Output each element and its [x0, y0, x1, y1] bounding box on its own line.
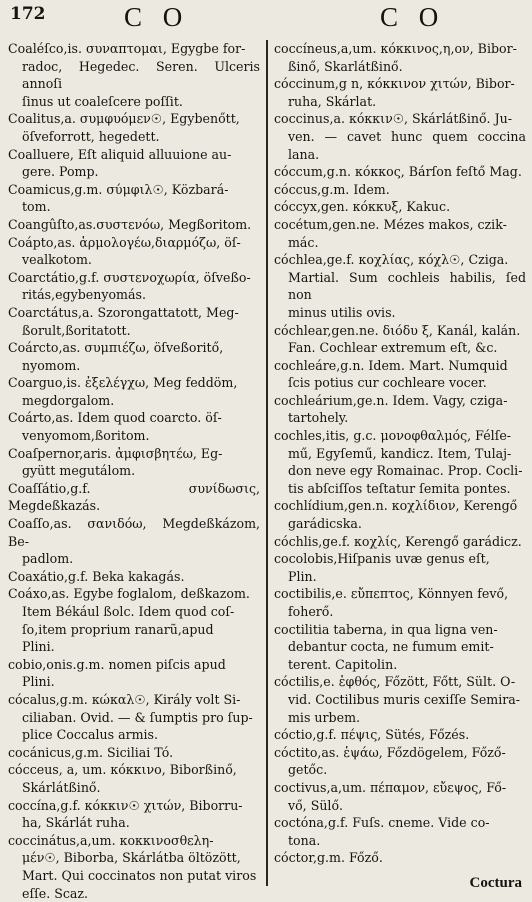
entry-continuation: Skárlátßinő. [8, 779, 260, 797]
entry-continuation: getőc. [274, 761, 526, 779]
dictionary-entry [274, 427, 526, 497]
dictionary-entry [8, 339, 260, 374]
entry-headline: Coaſſátio,g.f. συνίδωσις, Megdeßkazás. [8, 480, 260, 515]
dictionary-entry [274, 585, 526, 620]
entry-headline: cóctito,as. ἑψάω, Főzdögelem, Főző- [274, 744, 526, 762]
dictionary-entry [274, 533, 526, 551]
entry-headline: cóchlear,gen.ne. διόδυ ξ, Kanál, kalán. [274, 322, 526, 340]
entry-continuation: Plin. [274, 568, 526, 586]
entry-continuation: Plini. [8, 673, 260, 691]
entry-headline: cócceus, a, um. κόκκινο, Biborßinő, [8, 761, 260, 779]
dictionary-entry [8, 304, 260, 339]
entry-continuation: öſveforrott, hegedett. [8, 128, 260, 146]
entry-headline: coccína,g.f. κόκκιν☉ χιτών, Biborru- [8, 797, 260, 815]
entry-continuation: ruha, Skárlat. [274, 93, 526, 111]
dictionary-entry [8, 445, 260, 480]
entry-headline: Coárcto,as. συμπιέζω, öſveßoritő, [8, 339, 260, 357]
entry-headline: cóctilis,e. ἑφθός, Főzött, Főtt, Sült. O- [274, 673, 526, 691]
entry-headline: cóchlea,ge.f. κοχλίας, κόχλ☉, Cziga. [274, 251, 526, 269]
entry-continuation: Martial. Sum cochleis habilis, ſed non [274, 269, 526, 304]
page-header [8, 0, 526, 36]
entry-continuation: ßinő, Skarlátßinő. [274, 58, 526, 76]
dictionary-entry [8, 568, 260, 586]
entry-continuation: ſinus ut coaleſcere poſſit. [8, 93, 260, 111]
entry-continuation: eſſe. Scaz. [8, 885, 260, 902]
dictionary-entry [274, 744, 526, 779]
dictionary-entry [274, 75, 526, 110]
dictionary-entry [274, 110, 526, 163]
entry-headline: coctóna,g.f. Fuſs. cneme. Vide co- [274, 814, 526, 832]
entry-continuation: nyomom. [8, 357, 260, 375]
entry-continuation: plice Coccalus armis. [8, 726, 260, 744]
dictionary-entry [274, 322, 526, 357]
entry-headline: cochles,itis, g.c. μονοφθαλμός, Félſe- [274, 427, 526, 445]
entry-headline: cócalus,g.m. κώκαλ☉, Király volt Si- [8, 691, 260, 709]
entry-continuation: megdorgalom. [8, 392, 260, 410]
dictionary-entry [274, 198, 526, 216]
entry-headline: cóccus,g.m. Idem. [274, 181, 526, 199]
column-divider [266, 40, 268, 886]
entry-continuation: gere. Pomp. [8, 163, 260, 181]
entry-continuation: mű, Egyſemű, kandicz. Item, Tulaj- [274, 445, 526, 463]
entry-headline: cocolobis,Hiſpanis uvæ genus eſt, [274, 550, 526, 568]
dictionary-entry [8, 691, 260, 744]
dictionary-entry [8, 409, 260, 444]
entry-continuation: ßorult,ßoritatott. [8, 322, 260, 340]
dictionary-entry [274, 216, 526, 251]
entry-continuation: garádicska. [274, 515, 526, 533]
entry-headline: Coarctátus,a. Szorongattatott, Meg- [8, 304, 260, 322]
entry-continuation: ven. — cavet hunc quem coccina lana. [274, 128, 526, 163]
entry-continuation: tom. [8, 198, 260, 216]
entry-headline: Coárto,as. Idem quod coarcto. öſ- [8, 409, 260, 427]
entry-headline: coccíneus,a,um. κόκκινος,η,ον, Bibor- [274, 40, 526, 58]
dictionary-entry [274, 814, 526, 849]
dictionary-entry [8, 40, 260, 110]
entry-continuation: μέν☉, Biborba, Skárlátba öltözött, [8, 849, 260, 867]
entry-continuation: venyomom,ßoritom. [8, 427, 260, 445]
entry-continuation: gyütt megutálom. [8, 462, 260, 480]
entry-continuation: vealkotom. [8, 251, 260, 269]
entry-continuation: vid. Coctilibus muris cexiſſe Semira- [274, 691, 526, 709]
entry-headline: cóctor,g.m. Főző. [274, 849, 526, 867]
dictionary-entry [274, 779, 526, 814]
dictionary-entry [274, 621, 526, 674]
entry-continuation: tartohely. [274, 409, 526, 427]
entry-continuation: radoc, Hegedec. Seren. Ulceris annoſi [8, 58, 260, 93]
dictionary-entry [274, 357, 526, 392]
entry-headline: cóccum,g.n. κόκκος, Bárſon feſtő Mag. [274, 163, 526, 181]
entry-headline: coctilitia taberna, in qua ligna ven- [274, 621, 526, 639]
dictionary-entry [274, 497, 526, 532]
entry-headline: cóchlis,ge.f. κοχλίς, Kerengő garádicz. [274, 533, 526, 551]
entry-headline: cóctio,g.f. πέψις, Sütés, Főzés. [274, 726, 526, 744]
entry-continuation: Fan. Cochlear extremum eſt, &c. [274, 339, 526, 357]
entry-headline: cochleáre,g.n. Idem. Mart. Numquid [274, 357, 526, 375]
entry-continuation: Item Békául ßolc. Idem quod coſ- [8, 603, 260, 621]
entry-headline: Coaxátio,g.f. Beka kakagás. [8, 568, 260, 586]
dictionary-entry [8, 110, 260, 145]
dictionary-entry [8, 832, 260, 902]
entry-headline: cochleárium,ge.n. Idem. Vagy, cziga- [274, 392, 526, 410]
entry-headline: Coaſſo,as. σανιδόω, Megdeßkázom, Be- [8, 515, 260, 550]
dictionary-entry [8, 480, 260, 515]
entry-headline: Coarctátio,g.f. συστενοχωρία, öſveßo- [8, 269, 260, 287]
entry-continuation: ciliaban. Ovid. — & ſumptis pro ſup- [8, 709, 260, 727]
dictionary-entry [8, 797, 260, 832]
dictionary-entry [8, 515, 260, 568]
catchword: Coctura [470, 875, 523, 892]
dictionary-entry [8, 269, 260, 304]
entry-headline: cóccinum,g n, κόκκινον χιτών, Bibor- [274, 75, 526, 93]
dictionary-entry [8, 146, 260, 181]
dictionary-entry [274, 181, 526, 199]
running-head-left: C O [124, 2, 189, 33]
entry-continuation: terent. Capitolin. [274, 656, 526, 674]
entry-headline: coccinus,a. κόκκιν☉, Skárlátßinő. Ju- [274, 110, 526, 128]
dictionary-entry [8, 761, 260, 796]
dictionary-entry [274, 849, 526, 867]
entry-headline: Coalitus,a. συμφυόμεν☉, Egybenőtt, [8, 110, 260, 128]
entry-continuation: minus utilis ovis. [274, 304, 526, 322]
entry-continuation: debantur cocta, ne fumum emit- [274, 638, 526, 656]
entry-headline: coccinátus,a,um. κοκκινοσθελη- [8, 832, 260, 850]
entry-continuation: foherő. [274, 603, 526, 621]
right-column [272, 40, 526, 886]
entry-headline: Coarguo,is. ἐξελέγχω, Meg feddöm, [8, 374, 260, 392]
entry-continuation: ritás,egybenyomás. [8, 286, 260, 304]
dictionary-entry [274, 392, 526, 427]
entry-continuation: Mart. Qui coccinatos non putat viros [8, 867, 260, 885]
entry-continuation: tona. [274, 832, 526, 850]
dictionary-entry [8, 234, 260, 269]
dictionary-entry [8, 374, 260, 409]
entry-continuation: Plini. [8, 638, 260, 656]
entry-continuation: mác. [274, 234, 526, 252]
dictionary-entry [274, 673, 526, 726]
entry-headline: Coamicus,g.m. σύμφιλ☉, Közbará- [8, 181, 260, 199]
entry-continuation: tis abſciſſos teſtatur ſemita pontes. [274, 480, 526, 498]
dictionary-entry [8, 744, 260, 762]
page-number: 172 [10, 4, 46, 24]
entry-headline: cobio,onis.g.m. nomen piſcis apud [8, 656, 260, 674]
entry-headline: cocánicus,g.m. Siciliai Tó. [8, 744, 260, 762]
entry-headline: cóccyx,gen. κόκκυξ, Kakuc. [274, 198, 526, 216]
entry-headline: Coáxo,as. Egybe foglalom, deßkazom. [8, 585, 260, 603]
entry-continuation: mis urbem. [274, 709, 526, 727]
dictionary-entry [274, 550, 526, 585]
dictionary-entry [8, 216, 260, 234]
text-columns [8, 40, 526, 886]
entry-headline: Coápto,as. ἁρμολογέω,διαρμόζω, öſ- [8, 234, 260, 252]
entry-headline: coctivus,a,um. πέπαμον, εὔεψος, Fő- [274, 779, 526, 797]
dictionary-entry [8, 656, 260, 691]
entry-headline: Coalluere, Eſt aliquid alluuione au- [8, 146, 260, 164]
dictionary-entry [274, 163, 526, 181]
running-head-right: C O [380, 2, 445, 33]
entry-headline: cochlídium,gen.n. κοχλίδιον, Kerengő [274, 497, 526, 515]
entry-headline: Coaſpernor,aris. ἀμφισβητέω, Eg- [8, 445, 260, 463]
entry-headline: Coaléſco,is. συναπτομαι, Egygbe for- [8, 40, 260, 58]
entry-headline: coctibilis,e. εὔπεπτος, Könnyen fevő, [274, 585, 526, 603]
entry-continuation: ſo,item proprium ranarũ,apud [8, 621, 260, 639]
dictionary-entry [274, 40, 526, 75]
dictionary-entry [8, 181, 260, 216]
entry-headline: Coangûſto,as.συστενόω, Megßoritom. [8, 216, 260, 234]
dictionary-entry [274, 251, 526, 321]
left-column [8, 40, 264, 886]
entry-continuation: ſcis potius cur cochleare vocer. [274, 374, 526, 392]
entry-continuation: ha, Skárlát ruha. [8, 814, 260, 832]
dictionary-entry [8, 585, 260, 655]
entry-continuation: vő, Sülő. [274, 797, 526, 815]
dictionary-entry [274, 726, 526, 744]
entry-continuation: padlom. [8, 550, 260, 568]
entry-headline: cocétum,gen.ne. Mézes makos, czik- [274, 216, 526, 234]
entry-continuation: don neve egy Romainac. Prop. Cocli- [274, 462, 526, 480]
